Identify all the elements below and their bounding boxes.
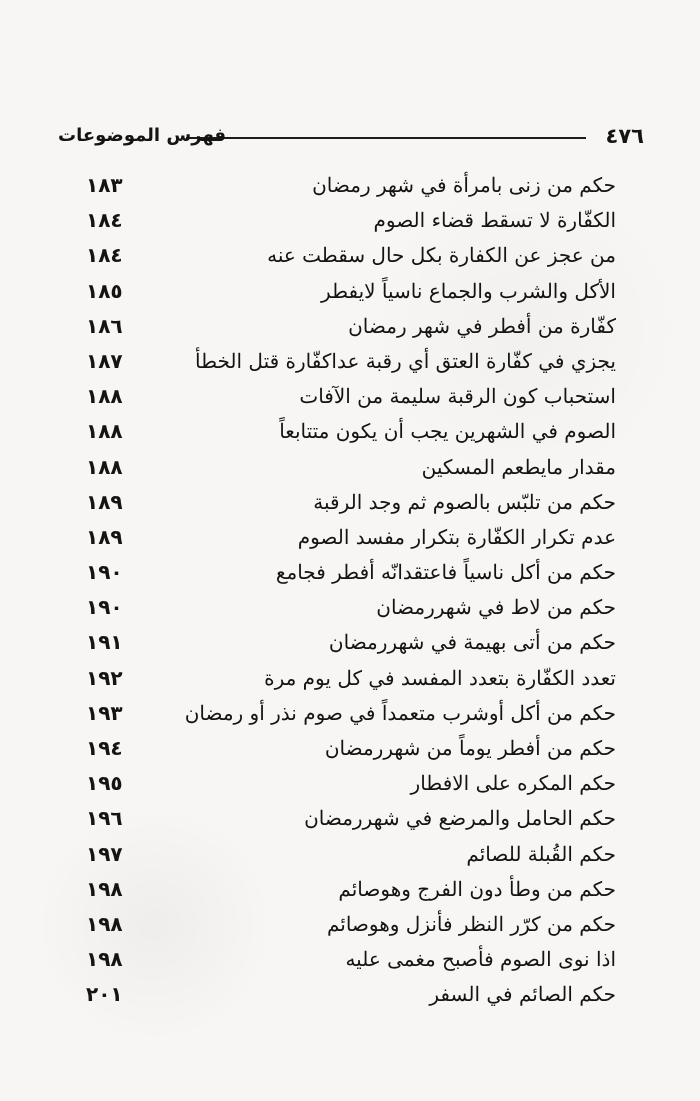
header-page-number: ٤٧٦	[605, 124, 644, 148]
toc-entry	[86, 590, 616, 625]
toc-entry	[86, 696, 616, 731]
toc-entry-title: حكم من أكل ناسياً فاعتقدانّه أفطر فجامع	[275, 560, 616, 585]
toc-entry-title: حكم من أفطر يوماً من شهررمضان	[324, 736, 616, 760]
toc-entry	[86, 872, 616, 907]
running-header	[58, 122, 644, 156]
toc-entry	[86, 203, 616, 238]
toc-entry-title: اذا نوى الصوم فأصبح مغمى عليه	[345, 947, 616, 972]
toc-entry-title: حكم القُبلة للصائم	[466, 841, 616, 866]
toc-entry-page: ١٨٦	[86, 313, 123, 338]
toc-entry-title: استحباب كون الرقبة سليمة من الآفات	[299, 384, 616, 409]
toc-entry	[86, 766, 616, 801]
toc-entry	[86, 837, 616, 872]
toc-entry	[86, 977, 616, 1012]
toc-entry-title: حكم المكره على الافطار	[410, 771, 616, 796]
toc-entry-page: ١٩٦	[86, 806, 123, 831]
toc-entry-page: ١٩٠	[86, 595, 123, 620]
toc-entry	[86, 625, 616, 660]
toc-entry-page: ١٩٣	[86, 700, 123, 725]
toc-entry-page: ٢٠١	[86, 982, 123, 1007]
toc-entry-page: ١٨٥	[86, 278, 123, 303]
toc-entry-title: عدم تكرار الكفّارة بتكرار مفسد الصوم	[297, 524, 616, 549]
toc-entry	[86, 907, 616, 942]
toc-entry-page: ١٨٩	[86, 524, 123, 549]
toc-entry-page: ١٨٤	[86, 208, 123, 233]
toc-entry-page: ١٨٨	[86, 384, 123, 409]
toc-entry	[86, 168, 616, 203]
toc-entry-title: حكم من تلبّس بالصوم ثم وجد الرقبة	[313, 489, 616, 514]
toc-entry	[86, 801, 616, 836]
toc-entry-page: ١٩٨	[86, 947, 123, 972]
toc-entry-page: ١٨٩	[86, 489, 123, 514]
toc-entry-title: حكم من أكل أوشرب متعمداً في صوم نذر أو رمضان	[184, 700, 616, 725]
toc-entry	[86, 942, 616, 977]
toc-entry	[86, 731, 616, 766]
toc-entry-page: ١٩٢	[86, 665, 123, 690]
toc-entry-title: حكم من زنى بامرأة في شهر رمضان	[312, 173, 616, 197]
toc-entry-title: حكم من وطأ دون الفرج وهوصائم	[338, 876, 616, 901]
toc-entry-page: ١٩١	[86, 630, 123, 655]
toc-entry-page: ١٩٧	[86, 841, 123, 866]
toc-entry-title: تعدد الكفّارة بتعدد المفسد في كل يوم مرة	[264, 665, 616, 690]
toc-entry-page: ١٨٣	[86, 173, 123, 197]
toc-entry-page: ١٨٧	[86, 348, 123, 373]
toc-entry-title: من عجز عن الكفارة بكل حال سقطت عنه	[267, 243, 616, 268]
toc-entry-page: ١٨٤	[86, 243, 123, 268]
toc-list	[86, 168, 616, 1013]
toc-entry-title: حكم الصائم في السفر	[429, 982, 616, 1007]
toc-entry	[86, 661, 616, 696]
toc-entry-page: ١٨٨	[86, 454, 123, 479]
toc-entry	[86, 485, 616, 520]
toc-entry-page: ١٩٨	[86, 876, 123, 901]
toc-entry-title: كفّارة من أفطر في شهر رمضان	[348, 313, 616, 338]
toc-entry-title: الكفّارة لا تسقط قضاء الصوم	[373, 208, 616, 233]
toc-entry	[86, 274, 616, 309]
toc-entry	[86, 344, 616, 379]
toc-entry	[86, 379, 616, 414]
toc-entry	[86, 238, 616, 273]
toc-entry-title: مقدار مايطعم المسكين	[421, 454, 616, 479]
toc-entry-page: ١٩٥	[86, 771, 123, 796]
header-rule	[186, 137, 586, 139]
toc-entry-title: يجزي في كفّارة العتق أي رقبة عداكفّارة قتل الخطأ	[195, 348, 616, 373]
toc-entry-title: حكم من كرّر النظر فأنزل وهوصائم	[326, 911, 616, 936]
toc-entry-title: الأكل والشرب والجماع ناسياً لايفطر	[321, 278, 616, 303]
toc-entry	[86, 414, 616, 449]
header-title: فهرس الموضوعات	[58, 125, 227, 146]
toc-entry	[86, 450, 616, 485]
toc-entry-page: ١٩٨	[86, 911, 123, 936]
toc-entry-title: الصوم في الشهرين يجب أن يكون متتابعاً	[279, 419, 616, 444]
toc-entry-page: ١٩٠	[86, 560, 123, 585]
toc-entry	[86, 555, 616, 590]
toc-entry-title: حكم من أتى بهيمة في شهررمضان	[328, 630, 616, 655]
toc-entry-title: حكم الحامل والمرضع في شهررمضان	[304, 806, 616, 831]
toc-entry	[86, 520, 616, 555]
toc-entry	[86, 309, 616, 344]
toc-entry-page: ١٨٨	[86, 419, 123, 444]
toc-entry-title: حكم من لاط في شهررمضان	[376, 595, 616, 620]
toc-entry-page: ١٩٤	[86, 736, 123, 760]
